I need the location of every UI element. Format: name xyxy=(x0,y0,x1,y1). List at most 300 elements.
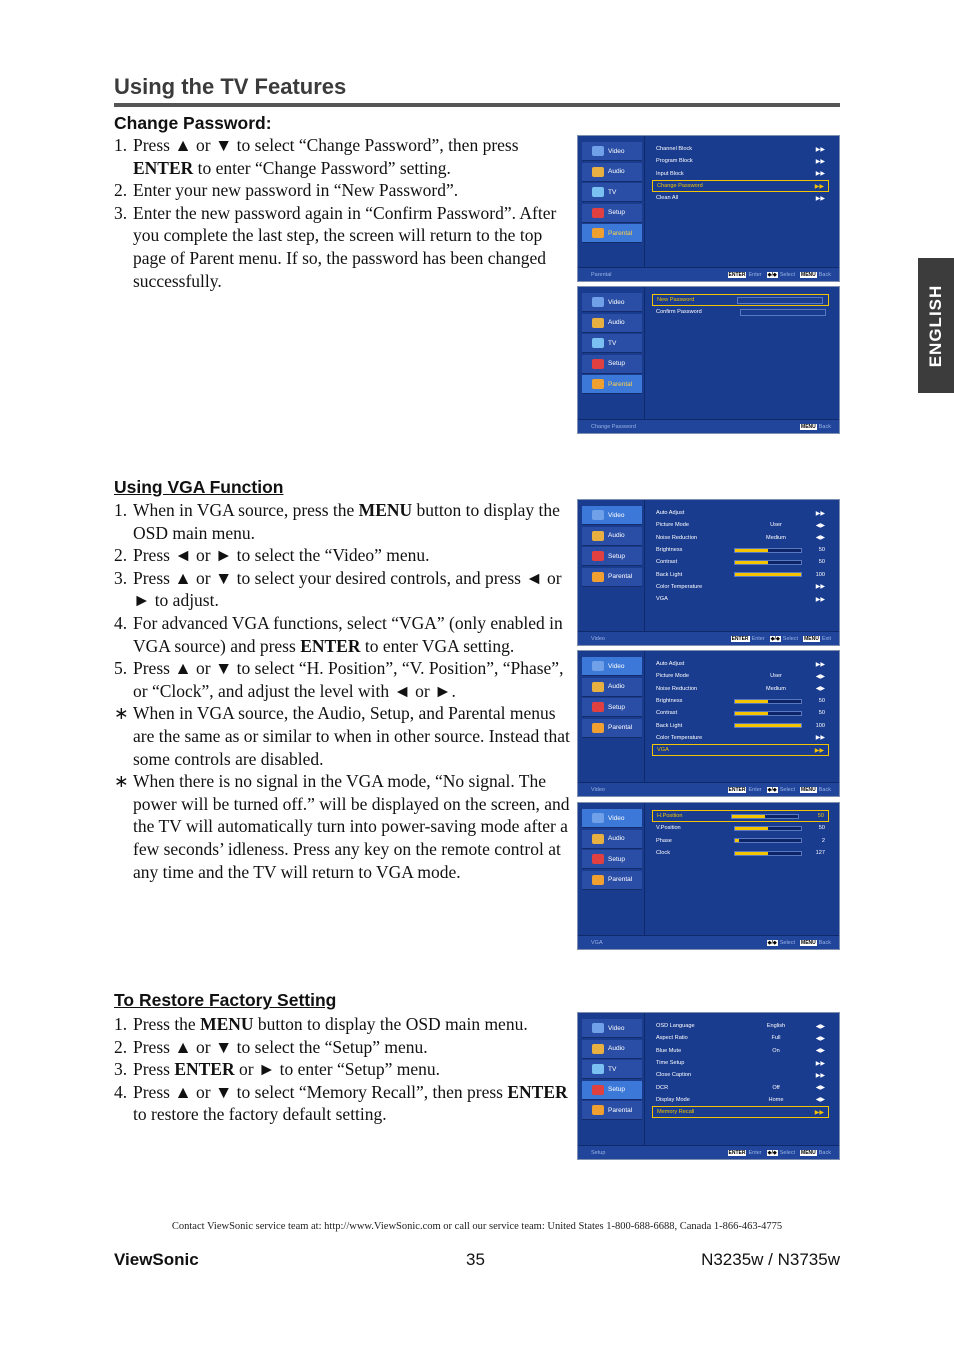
osd-row-label: Close Caption xyxy=(656,1072,692,1079)
osd-row[interactable] xyxy=(656,835,829,847)
osd-row[interactable] xyxy=(652,294,829,306)
parental-icon xyxy=(592,572,604,582)
osd-menu-label: TV xyxy=(608,339,617,347)
osd-password-field[interactable] xyxy=(737,297,823,304)
osd-row[interactable] xyxy=(656,658,829,670)
osd-row[interactable] xyxy=(656,1032,829,1044)
osd-key-hints xyxy=(728,272,834,278)
osd-key-text: Exit xyxy=(821,635,831,642)
osd-menu-item-audio[interactable] xyxy=(582,678,642,697)
setup-icon xyxy=(592,551,604,561)
osd-menu-item-parental[interactable] xyxy=(582,719,642,738)
step-text: Press ◄ or ► to select the “Video” menu. xyxy=(133,545,430,566)
osd-menu-label: Audio xyxy=(608,168,625,176)
osd-row[interactable] xyxy=(656,581,829,593)
osd-row-label: Confirm Password xyxy=(656,309,702,316)
osd-password-field[interactable] xyxy=(740,309,826,316)
osd-row[interactable] xyxy=(656,1020,829,1032)
osd-arrow-icon: ▶▶ xyxy=(815,1072,825,1079)
osd-row[interactable] xyxy=(652,810,829,822)
osd-row-value: User xyxy=(770,673,782,680)
vga-step-1 xyxy=(114,499,570,544)
osd-menu-item-video[interactable] xyxy=(582,293,642,312)
osd-row[interactable] xyxy=(656,1094,829,1106)
osd-key-text: Back xyxy=(818,786,831,793)
osd-level-fill xyxy=(735,827,768,830)
osd-level-fill xyxy=(735,700,768,703)
step-marker: 4. xyxy=(114,612,128,633)
osd-row-label: V.Position xyxy=(656,825,681,832)
osd-row[interactable] xyxy=(656,532,829,544)
osd-menu-item-video[interactable] xyxy=(582,809,642,828)
section-title-vga: Using VGA Function xyxy=(114,477,284,497)
osd-arrow-icon: ▶▶ xyxy=(815,171,825,178)
osd-menu-label: Parental xyxy=(608,1106,633,1114)
parental-icon xyxy=(592,379,604,389)
osd-row-value: Home xyxy=(768,1096,784,1103)
step-text: When in VGA source, the Audio, Setup, and Parental menus are the same as or similar to when in other source. Instead that some controls are disabled. xyxy=(133,703,570,769)
osd-menu-item-audio[interactable] xyxy=(582,163,642,182)
osd-row[interactable] xyxy=(656,707,829,719)
osd-menu-item-audio[interactable] xyxy=(582,314,642,333)
osd-arrow-icon: ▶▶ xyxy=(815,1060,825,1067)
osd-row-label: Memory Recall xyxy=(657,1109,695,1116)
osd-arrow-icon: ◀▶ xyxy=(815,522,825,529)
osd-row[interactable] xyxy=(656,168,829,180)
osd-key-text: Back xyxy=(818,1149,831,1156)
osd-menu-label: Setup xyxy=(608,1086,625,1094)
osd-screen-video xyxy=(577,499,840,646)
step-text: Press ▲ or ▼ to select your desired controls, and press ◄ or ► to adjust. xyxy=(133,567,562,611)
osd-footer xyxy=(578,267,839,281)
osd-row-label: Picture Mode xyxy=(656,522,689,529)
video-icon xyxy=(592,813,604,823)
osd-level-number: 50 xyxy=(818,698,825,705)
step-text: For advanced VGA functions, select “VGA” (only enabled in VGA source) and press ENTER to enter VGA setting. xyxy=(133,612,563,656)
section-title-change-password: Change Password: xyxy=(114,113,272,133)
osd-row[interactable] xyxy=(656,544,829,556)
osd-row[interactable] xyxy=(656,155,829,167)
vga-step-3 xyxy=(114,567,570,612)
osd-key-badge: MENU xyxy=(804,635,819,642)
osd-menu-item-video[interactable] xyxy=(582,657,642,676)
osd-row[interactable] xyxy=(656,732,829,744)
osd-footer xyxy=(578,631,839,645)
osd-menu-label: Audio xyxy=(608,683,625,691)
osd-arrow-icon: ◀▶ xyxy=(815,673,825,680)
osd-level-fill xyxy=(735,852,768,855)
osd-row-label: Aspect Ratio xyxy=(656,1035,688,1042)
osd-menu-item-tv[interactable] xyxy=(582,334,642,353)
step-marker: 3. xyxy=(114,202,128,223)
osd-row[interactable] xyxy=(656,683,829,695)
osd-key-badge: ◆/◆ xyxy=(767,271,777,278)
step-marker: 3. xyxy=(114,1059,128,1080)
title-rule xyxy=(114,103,840,107)
osd-row[interactable] xyxy=(656,847,829,859)
osd-row-label: Channel Block xyxy=(656,146,693,153)
osd-side-menu xyxy=(582,142,642,245)
osd-key-text: Select xyxy=(779,939,796,946)
osd-row[interactable] xyxy=(656,306,829,318)
osd-level-bar[interactable] xyxy=(734,560,802,565)
osd-row-value: English xyxy=(766,1023,786,1030)
setup-icon xyxy=(592,702,604,712)
osd-row-label: Blue Mute xyxy=(656,1047,682,1054)
osd-key-text: Enter xyxy=(748,786,762,793)
osd-row[interactable] xyxy=(656,695,829,707)
osd-menu-item-parental[interactable] xyxy=(582,568,642,587)
osd-level-number: 100 xyxy=(815,722,825,729)
osd-menu-item-audio[interactable] xyxy=(582,1040,642,1059)
osd-menu-item-setup[interactable] xyxy=(582,355,642,374)
osd-row[interactable] xyxy=(656,556,829,568)
osd-menu-item-video[interactable] xyxy=(582,506,642,525)
osd-row-label: Contrast xyxy=(656,559,678,566)
osd-divider xyxy=(644,287,645,433)
osd-row[interactable] xyxy=(656,719,829,731)
osd-menu-label: Audio xyxy=(608,532,625,540)
osd-row-value: Full xyxy=(771,1035,781,1042)
restore-step-3 xyxy=(114,1058,570,1081)
vga-step-6 xyxy=(114,702,570,770)
audio-icon xyxy=(592,1044,604,1054)
osd-arrow-icon: ▶▶ xyxy=(815,146,825,153)
step-marker: 5. xyxy=(114,658,128,679)
audio-icon xyxy=(592,834,604,844)
osd-arrow-icon: ▶▶ xyxy=(815,584,825,591)
osd-key-badge: ENTER xyxy=(728,786,746,793)
step-marker: 2. xyxy=(114,1036,128,1057)
osd-row-label: Back Light xyxy=(656,722,683,729)
osd-row-label: Contrast xyxy=(656,710,678,717)
step-text: Press ▲ or ▼ to select “Memory Recall”, then press ENTER to restore the factory default setting. xyxy=(133,1081,568,1125)
osd-level-number: 50 xyxy=(818,547,825,554)
change_password-step-3 xyxy=(114,202,570,292)
video-icon xyxy=(592,146,604,156)
osd-level-bar[interactable] xyxy=(734,572,802,577)
osd-row-label: Noise Reduction xyxy=(656,534,698,541)
restore-steps xyxy=(114,1013,570,1126)
step-marker: 3. xyxy=(114,567,128,588)
osd-menu-item-video[interactable] xyxy=(582,1019,642,1038)
osd-row[interactable] xyxy=(656,192,829,204)
osd-level-fill xyxy=(732,815,765,818)
osd-footer xyxy=(578,782,839,796)
osd-divider xyxy=(644,651,645,796)
osd-key-hints xyxy=(728,787,834,793)
osd-row[interactable] xyxy=(656,1057,829,1069)
osd-menu-label: Setup xyxy=(608,552,625,560)
osd-divider xyxy=(644,500,645,645)
setup-icon xyxy=(592,208,604,218)
language-tab-label: ENGLISH xyxy=(926,284,945,367)
osd-row[interactable] xyxy=(656,507,829,519)
restore-step-4 xyxy=(114,1081,570,1126)
osd-arrow-icon: ▶▶ xyxy=(815,510,825,517)
osd-level-bar[interactable] xyxy=(734,851,802,856)
osd-key-hints xyxy=(728,1150,834,1156)
osd-arrow-icon: ◀▶ xyxy=(815,1085,825,1092)
osd-row[interactable] xyxy=(652,180,829,192)
osd-menu-label: Parental xyxy=(608,724,633,732)
osd-arrow-icon: ▶▶ xyxy=(815,195,825,202)
osd-arrow-icon: ▶▶ xyxy=(815,596,825,603)
footer-model: N3235w / N3735w xyxy=(701,1250,840,1269)
osd-row-value: Medium xyxy=(766,685,786,692)
osd-screen-parental xyxy=(577,135,840,282)
osd-level-fill xyxy=(735,839,739,842)
audio-icon xyxy=(592,167,604,177)
audio-icon xyxy=(592,531,604,541)
osd-key-badge: ◆/◆ xyxy=(767,1149,777,1156)
osd-arrow-icon: ▶▶ xyxy=(815,661,825,668)
osd-level-bar[interactable] xyxy=(734,548,802,553)
osd-footer-title: VGA xyxy=(591,939,603,946)
osd-row-value: Off xyxy=(772,1084,780,1091)
page-number: 35 xyxy=(466,1250,485,1269)
osd-key-badge: ◆/◆ xyxy=(770,635,780,642)
osd-key-text: Select xyxy=(779,1149,796,1156)
osd-row-label: New Password xyxy=(657,297,695,304)
osd-row[interactable] xyxy=(656,822,829,834)
osd-menu-item-tv[interactable] xyxy=(582,1060,642,1079)
footer-contact: Contact ViewSonic service team at: http://www.ViewSonic.com or call our service team: United States 1-800-688-6688, Canada 1-866-463-4775 xyxy=(171,1221,783,1232)
osd-row[interactable] xyxy=(656,143,829,155)
osd-level-number: 50 xyxy=(818,710,825,717)
osd-menu-item-setup[interactable] xyxy=(582,1081,642,1100)
tv-icon xyxy=(592,1064,604,1074)
osd-footer xyxy=(578,935,839,949)
osd-menu-item-parental[interactable] xyxy=(582,871,642,890)
osd-key-text: Select xyxy=(779,271,796,278)
osd-level-bar[interactable] xyxy=(734,838,802,843)
osd-rows xyxy=(656,143,829,204)
osd-level-fill xyxy=(735,712,768,715)
osd-row-label: Time Setup xyxy=(656,1060,685,1067)
osd-row[interactable] xyxy=(652,1106,829,1118)
osd-key-text: Enter xyxy=(748,1149,762,1156)
step-text: Enter your new password in “New Password”. xyxy=(133,180,459,201)
audio-icon xyxy=(592,318,604,328)
osd-level-fill xyxy=(735,573,801,576)
osd-menu-item-audio[interactable] xyxy=(582,527,642,546)
osd-row-label: OSD Language xyxy=(656,1023,695,1030)
osd-level-number: 2 xyxy=(821,837,825,844)
osd-menu-item-setup[interactable] xyxy=(582,204,642,223)
osd-footer-title: Video xyxy=(591,635,605,642)
osd-divider xyxy=(644,136,645,281)
osd-row-label: Brightness xyxy=(656,698,683,705)
osd-menu-item-video[interactable] xyxy=(582,142,642,161)
tv-icon xyxy=(592,187,604,197)
osd-rows xyxy=(656,1020,829,1118)
setup-icon xyxy=(592,854,604,864)
osd-level-number: 50 xyxy=(817,813,824,820)
osd-menu-label: Setup xyxy=(608,855,625,863)
osd-row-label: Auto Adjust xyxy=(656,510,685,517)
osd-key-badge: MENU xyxy=(801,939,816,946)
osd-level-number: 100 xyxy=(815,571,825,578)
osd-row[interactable] xyxy=(656,593,829,605)
osd-row[interactable] xyxy=(656,670,829,682)
osd-menu-item-tv[interactable] xyxy=(582,183,642,202)
parental-icon xyxy=(592,875,604,885)
osd-rows xyxy=(656,658,829,756)
osd-level-fill xyxy=(735,549,768,552)
osd-menu-item-parental[interactable] xyxy=(582,1101,642,1120)
step-marker: 4. xyxy=(114,1081,128,1102)
osd-key-badge: MENU xyxy=(801,423,816,430)
parental-icon xyxy=(592,228,604,238)
osd-key-text: Enter xyxy=(751,635,765,642)
osd-arrow-icon: ▶▶ xyxy=(815,158,825,165)
osd-key-badge: ENTER xyxy=(731,635,749,642)
audio-icon xyxy=(592,682,604,692)
osd-row-value: Medium xyxy=(766,534,786,541)
osd-side-menu xyxy=(582,293,642,396)
osd-row-label: Clock xyxy=(656,850,670,857)
osd-menu-label: Video xyxy=(608,511,625,519)
osd-menu-item-setup[interactable] xyxy=(582,547,642,566)
parental-icon xyxy=(592,1105,604,1115)
footer-brand: ViewSonic xyxy=(114,1250,199,1269)
osd-row[interactable] xyxy=(656,1069,829,1081)
osd-row-label: VGA xyxy=(656,596,668,603)
osd-arrow-icon: ▶▶ xyxy=(815,735,825,742)
osd-key-text: Select xyxy=(779,786,796,793)
osd-row-label: Program Block xyxy=(656,158,693,165)
osd-key-text: Select xyxy=(782,635,799,642)
osd-menu-label: Audio xyxy=(608,1045,625,1053)
osd-level-number: 50 xyxy=(818,559,825,566)
osd-row[interactable] xyxy=(656,519,829,531)
osd-row[interactable] xyxy=(652,744,829,756)
restore-step-2 xyxy=(114,1036,570,1059)
osd-menu-item-setup[interactable] xyxy=(582,850,642,869)
osd-key-badge: ◆/◆ xyxy=(767,786,777,793)
osd-key-text: Back xyxy=(818,423,831,430)
page-title: Using the TV Features xyxy=(114,74,347,99)
osd-menu-label: Parental xyxy=(608,380,633,388)
osd-menu-label: TV xyxy=(608,1065,617,1073)
video-icon xyxy=(592,510,604,520)
osd-menu-item-parental[interactable] xyxy=(582,224,642,243)
osd-side-menu xyxy=(582,657,642,739)
osd-arrow-icon: ◀▶ xyxy=(815,535,825,542)
osd-rows xyxy=(656,294,829,319)
video-icon xyxy=(592,297,604,307)
osd-row-label: Color Temperature xyxy=(656,583,703,590)
osd-menu-label: Audio xyxy=(608,835,625,843)
osd-row-label: H.Position xyxy=(657,813,683,820)
osd-key-badge: ◆/◆ xyxy=(767,939,777,946)
osd-arrow-icon: ◀▶ xyxy=(815,1023,825,1030)
osd-divider xyxy=(644,1013,645,1159)
osd-row[interactable] xyxy=(656,568,829,580)
osd-level-bar[interactable] xyxy=(734,826,802,831)
osd-side-menu xyxy=(582,506,642,588)
osd-menu-item-audio[interactable] xyxy=(582,830,642,849)
osd-row[interactable] xyxy=(656,1081,829,1093)
osd-arrow-icon: ◀▶ xyxy=(815,686,825,693)
vga-step-7 xyxy=(114,770,570,883)
step-marker: 2. xyxy=(114,545,128,566)
change-password-steps xyxy=(114,134,570,292)
osd-arrow-icon: ◀▶ xyxy=(815,1048,825,1055)
osd-footer xyxy=(578,1145,839,1159)
step-text: Press ▲ or ▼ to select “H. Position”, “V. Position”, “Phase”, or “Clock”, and adjust the level with ◄ or ►. xyxy=(133,658,564,701)
language-tab xyxy=(918,258,954,393)
osd-menu-item-parental[interactable] xyxy=(582,375,642,394)
osd-footer-title: Parental xyxy=(591,271,612,278)
osd-menu-label: Parental xyxy=(608,876,633,884)
osd-menu-item-setup[interactable] xyxy=(582,698,642,717)
osd-menu-label: Parental xyxy=(608,229,633,237)
osd-row-label: DCR xyxy=(656,1084,669,1091)
step-text: When in VGA source, press the MENU button to display the OSD main menu. xyxy=(133,500,560,543)
osd-screen-change-password xyxy=(577,286,840,434)
tv-icon xyxy=(592,338,604,348)
step-text: When there is no signal in the VGA mode, “No signal. The power will be turned off.” will be displayed on the screen, and the TV will automatically turn into power-saving mode after a few seconds’ idleness. Press any key on the remote control at any time and the TV will return to VGA mode. xyxy=(133,771,570,882)
restore-step-1 xyxy=(114,1013,570,1036)
vga-step-5 xyxy=(114,657,570,702)
osd-arrow-icon: ▶▶ xyxy=(814,1109,824,1116)
step-text: Press ▲ or ▼ to select the “Setup” menu. xyxy=(133,1036,428,1057)
osd-level-bar[interactable] xyxy=(734,711,802,716)
osd-arrow-icon: ▶▶ xyxy=(814,747,824,754)
vga-step-2 xyxy=(114,544,570,567)
osd-divider xyxy=(644,803,645,949)
osd-arrow-icon: ◀▶ xyxy=(815,1097,825,1104)
osd-menu-label: Video xyxy=(608,147,625,155)
osd-level-bar[interactable] xyxy=(734,699,802,704)
osd-key-text: Back xyxy=(818,939,831,946)
osd-key-hints xyxy=(767,940,834,946)
osd-menu-label: Video xyxy=(608,1024,625,1032)
osd-row-label: Clean All xyxy=(656,195,679,202)
osd-row-label: VGA xyxy=(657,747,669,754)
osd-level-bar[interactable] xyxy=(731,814,799,819)
osd-footer-title: Change Password xyxy=(591,423,636,430)
osd-row-label: Phase xyxy=(656,837,672,844)
step-marker: ∗ xyxy=(114,703,129,724)
osd-rows xyxy=(656,810,829,859)
osd-menu-label: Video xyxy=(608,814,625,822)
vga-steps xyxy=(114,499,570,883)
osd-side-menu xyxy=(582,1019,642,1122)
step-text: Press ▲ or ▼ to select “Change Password”, then press ENTER to enter “Change Password” setting. xyxy=(133,135,519,178)
osd-level-bar[interactable] xyxy=(734,723,802,728)
osd-row[interactable] xyxy=(656,1045,829,1057)
change_password-step-1 xyxy=(114,134,570,179)
video-icon xyxy=(592,661,604,671)
change_password-step-2 xyxy=(114,179,570,202)
osd-menu-label: Setup xyxy=(608,360,625,368)
osd-footer-title: Video xyxy=(591,786,605,793)
step-marker: ∗ xyxy=(114,771,129,792)
osd-level-fill xyxy=(735,561,768,564)
osd-row-label: Change Password xyxy=(657,183,703,190)
step-marker: 1. xyxy=(114,135,128,155)
osd-screen-setup xyxy=(577,1012,840,1160)
osd-level-number: 127 xyxy=(815,850,825,857)
step-marker: 1. xyxy=(114,1014,128,1034)
step-marker: 2. xyxy=(114,180,128,201)
osd-key-hints xyxy=(800,424,834,430)
video-icon xyxy=(592,1023,604,1033)
osd-row-label: Back Light xyxy=(656,571,683,578)
